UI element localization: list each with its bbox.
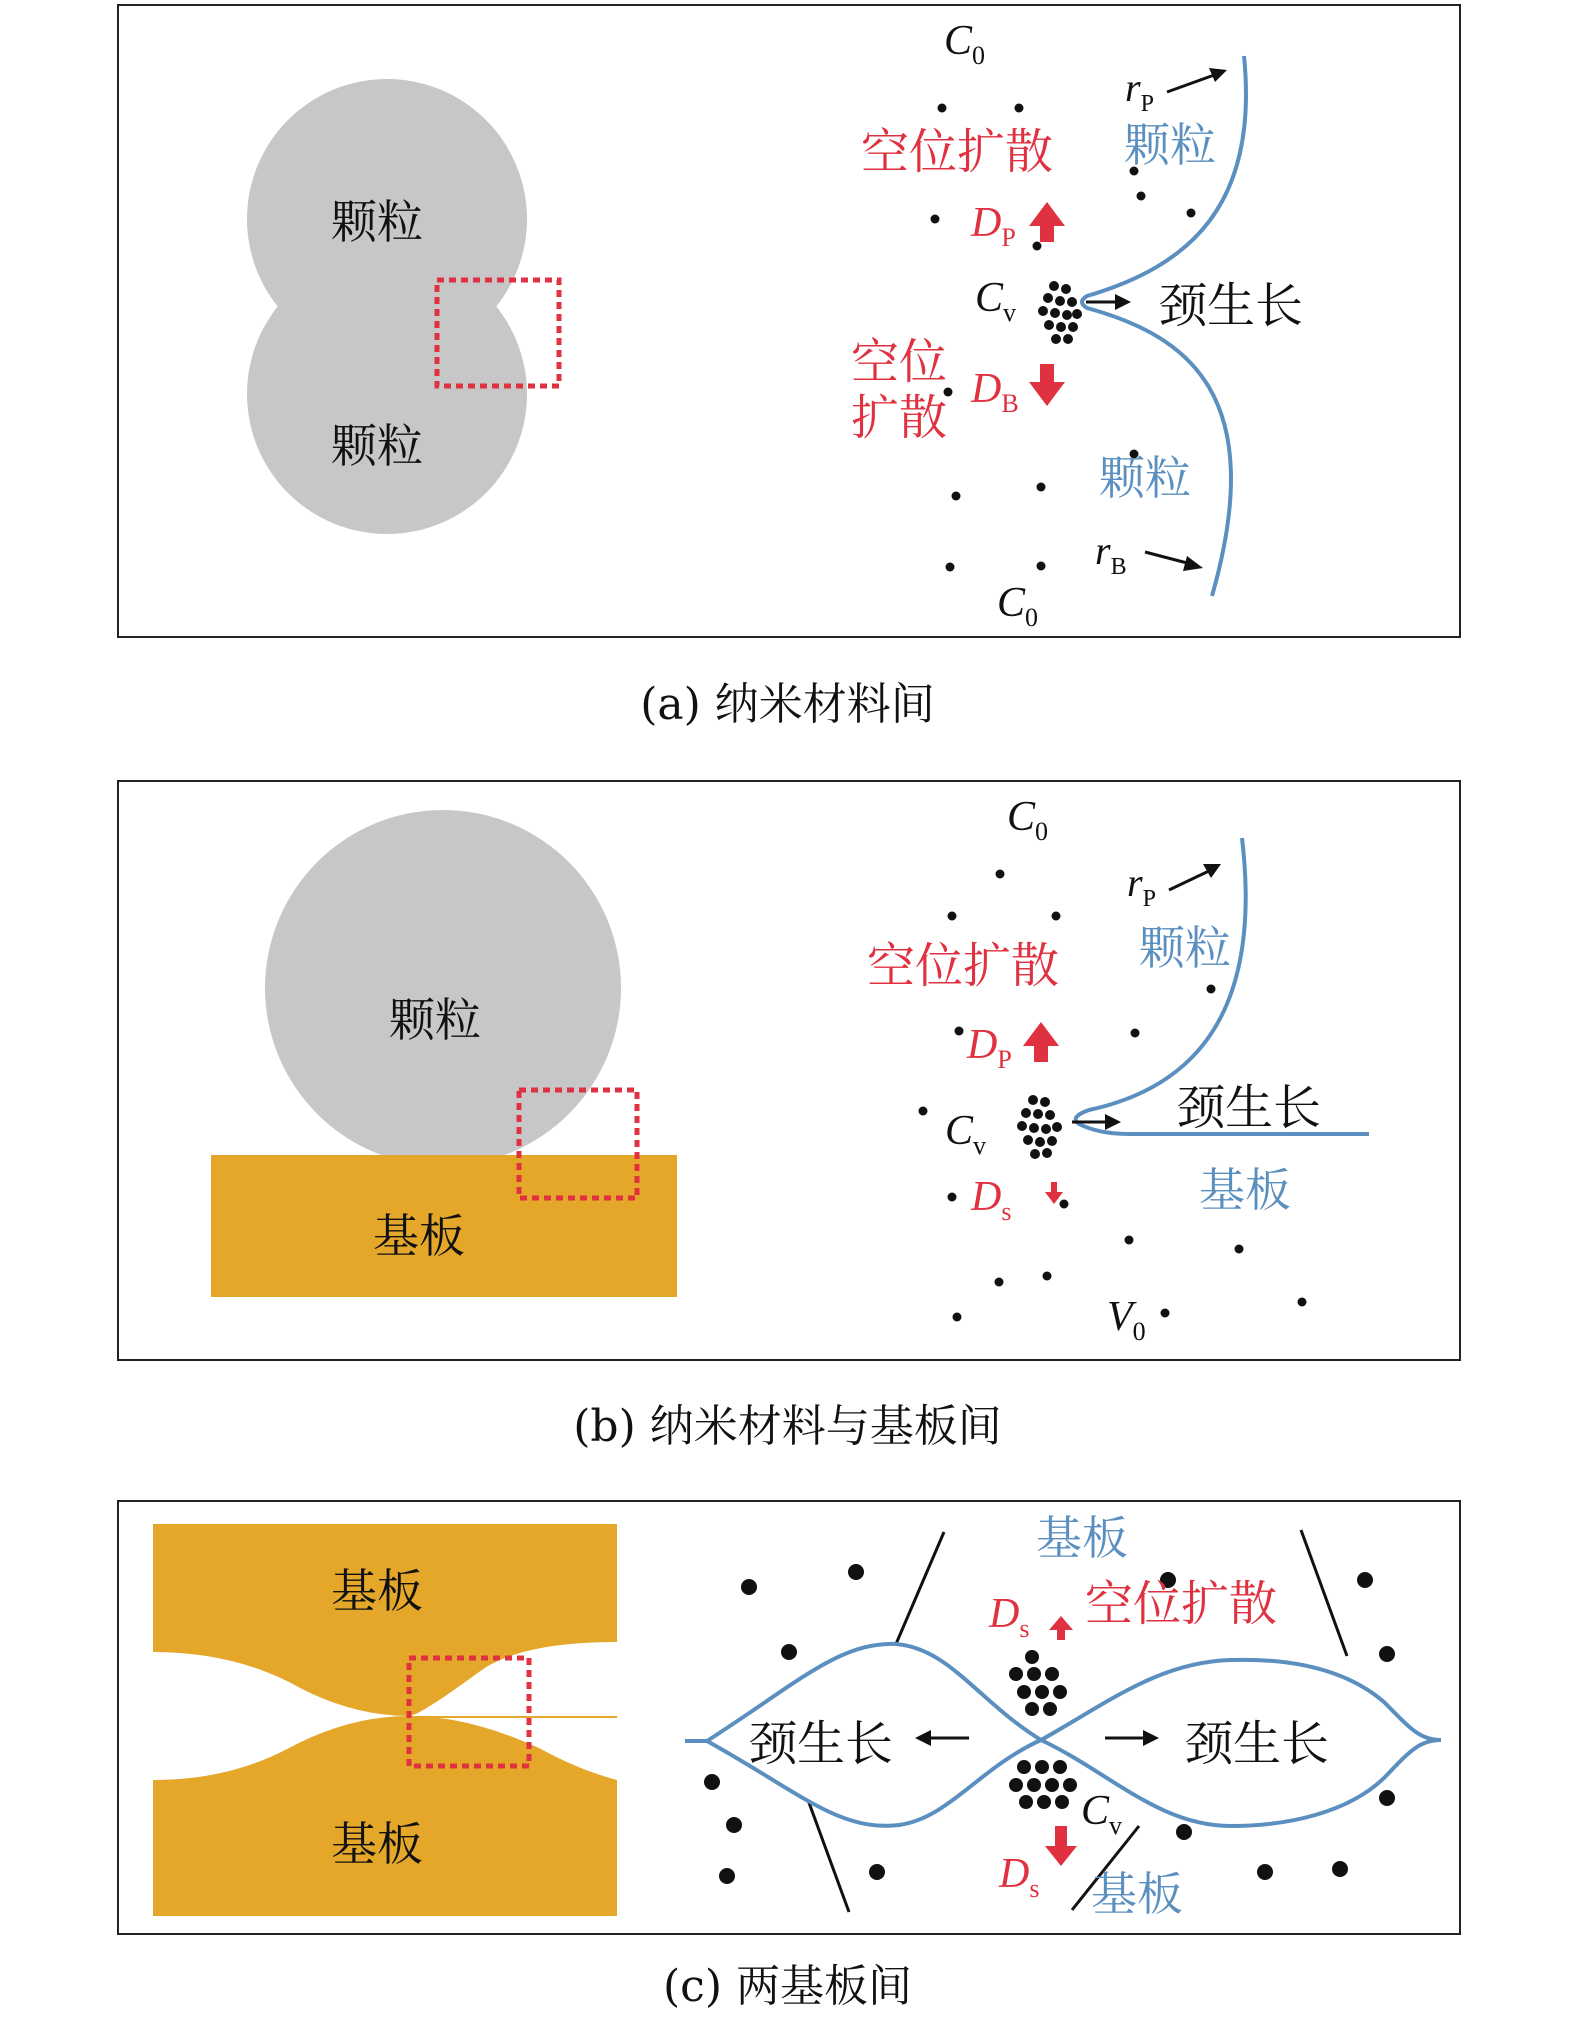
- vacancy-cluster-top: [1009, 1650, 1067, 1716]
- db-arrow: [1029, 364, 1065, 406]
- dp-arrow: [1023, 1022, 1059, 1062]
- vacancy-cluster: [1038, 281, 1082, 344]
- caption-b: (b) 纳米材料与基板间: [573, 1401, 1002, 1452]
- r-top-label: $r_P$: [1127, 860, 1156, 912]
- c0-top-label: $C_0$: [944, 18, 986, 70]
- vacancy-diffusion-bottom-line1: 空位: [851, 334, 948, 390]
- neck-growth-left-label: 颈生长: [749, 1716, 894, 1772]
- vacancy-cluster: [1017, 1095, 1062, 1159]
- dp-arrow: [1029, 202, 1065, 242]
- r-top-label: $r_P$: [1125, 65, 1154, 117]
- right-particle-bottom-label: 颗粒: [1099, 451, 1191, 505]
- left-particle-bottom-label: 颗粒: [331, 419, 423, 473]
- neck-arrowhead: [1115, 294, 1131, 310]
- neck-arrowhead: [1105, 1114, 1121, 1130]
- neck-growth-label: 颈生长: [1177, 1080, 1322, 1136]
- right-substrate-label: 基板: [1199, 1163, 1291, 1217]
- ds-top-arrow: [1049, 1616, 1073, 1640]
- r-top-arrow-line: [1169, 870, 1211, 890]
- neck-right-arrowhead: [1143, 1730, 1159, 1746]
- left-substrate-bottom-label: 基板: [331, 1817, 423, 1871]
- ds-arrow: [1045, 1182, 1063, 1204]
- left-substrate-top-label: 基板: [331, 1564, 423, 1618]
- panel-a: [117, 4, 1461, 638]
- left-particle-top-label: 颗粒: [331, 195, 423, 249]
- r-bottom-label: $r_B$: [1095, 528, 1127, 580]
- right-particle-top-label: 颗粒: [1124, 118, 1216, 172]
- v0-label: $V_0$: [1107, 1294, 1146, 1346]
- neck-growth-label: 颈生长: [1159, 278, 1304, 334]
- neck-left-arrowhead: [915, 1730, 931, 1746]
- substrate-bottom-shape: [153, 1716, 617, 1916]
- dp-label: $D_P$: [967, 1022, 1012, 1074]
- ds-top-label: $D_s$: [989, 1591, 1030, 1643]
- r-top-arrow-line: [1167, 74, 1217, 92]
- cv-label: $C_v$: [1081, 1788, 1123, 1840]
- panel-b: [117, 780, 1461, 1361]
- vacancy-diffusion-label: 空位扩散: [1085, 1576, 1278, 1632]
- panel-a-canvas: [119, 6, 1459, 636]
- vacancy-cluster-bottom: [1009, 1760, 1077, 1809]
- vacancy-diffusion-label: 空位扩散: [867, 938, 1060, 994]
- r-bottom-arrowhead: [1183, 556, 1203, 571]
- cv-label: $C_v$: [945, 1108, 987, 1160]
- left-substrate-label: 基板: [373, 1209, 465, 1263]
- neck-growth-right-label: 颈生长: [1185, 1716, 1330, 1772]
- vacancy-diffusion-bottom-line2: 扩散: [851, 390, 948, 446]
- ds-label: $D_s$: [971, 1174, 1012, 1226]
- panel-c: [117, 1500, 1461, 1935]
- right-substrate-top-label: 基板: [1036, 1511, 1128, 1565]
- dp-label: $D_P$: [971, 200, 1016, 252]
- c0-bottom-label: $C_0$: [997, 580, 1039, 632]
- cv-label: $C_v$: [975, 275, 1017, 327]
- r-bottom-arrow-line: [1145, 552, 1191, 564]
- particle-shape: [265, 810, 621, 1166]
- panel-b-canvas: [119, 782, 1459, 1359]
- right-particle-label: 颗粒: [1139, 921, 1231, 975]
- ds-bottom-label: $D_s$: [999, 1851, 1040, 1903]
- c0-label: $C_0$: [1007, 794, 1049, 846]
- substrate-top-shape: [153, 1524, 617, 1716]
- left-particle-label: 颗粒: [389, 993, 481, 1047]
- caption-a: (a) 纳米材料间: [640, 679, 935, 730]
- vacancy-diffusion-top-label: 空位扩散: [861, 124, 1054, 180]
- caption-c: (c) 两基板间: [663, 1961, 912, 2012]
- ds-bottom-arrow: [1045, 1826, 1077, 1866]
- particle-bottom-shape: [247, 254, 527, 534]
- right-substrate-bottom-label: 基板: [1091, 1867, 1183, 1921]
- db-label: $D_B$: [971, 366, 1019, 418]
- panel-c-canvas: [119, 1502, 1459, 1933]
